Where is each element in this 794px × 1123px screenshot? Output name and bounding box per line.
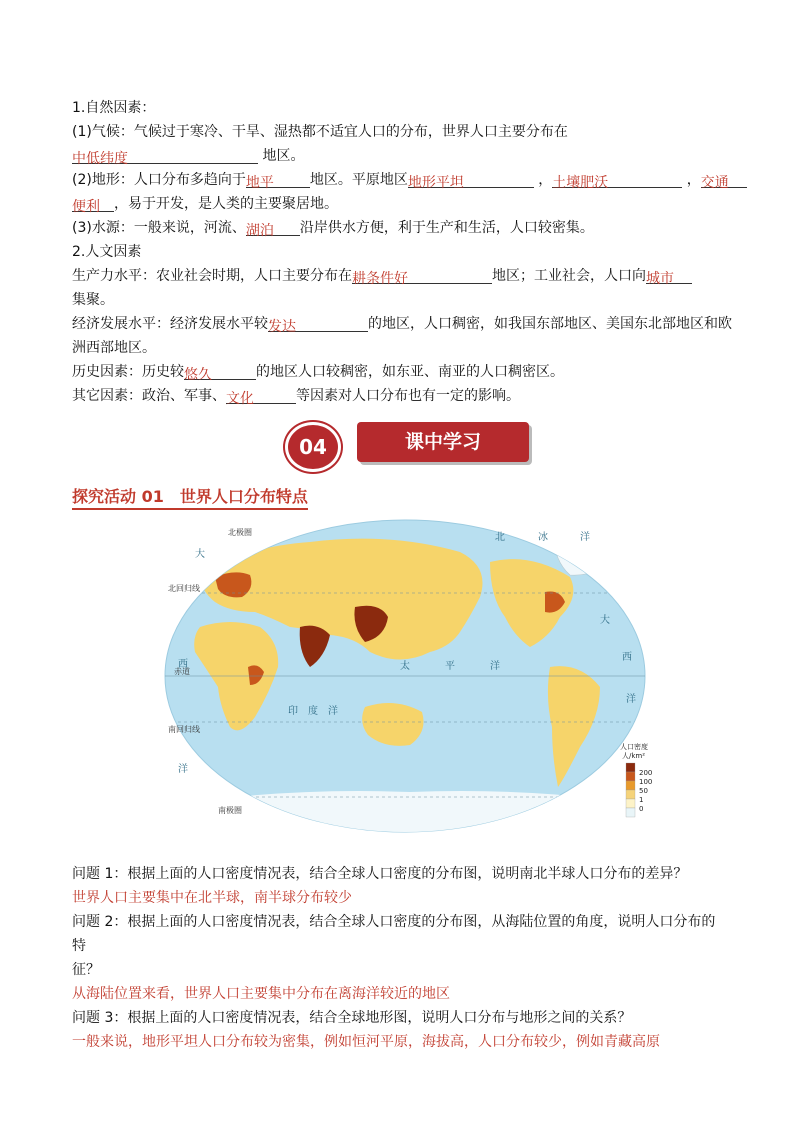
terrain-line: (2)地形：人口分布多趋向于地平 地区。平原地区地形平坦 ，土壤肥沃 ，交通 <box>72 168 724 192</box>
legend-unit: 人/km² <box>622 752 646 760</box>
legend-swatch <box>626 763 635 772</box>
legend-value: 200 <box>639 769 653 777</box>
climate-line: (1)气候：气候过于寒冷、干旱、湿热都不适宜人口的分布，世界人口主要分布在 <box>72 124 568 140</box>
svg-text:洋: 洋 <box>580 532 590 543</box>
label-antarctic-circle: 南极圈 <box>218 806 242 815</box>
section-number-badge: 04 <box>285 422 341 472</box>
legend-value: 0 <box>639 805 644 813</box>
legend-title: 人口密度 <box>620 743 648 751</box>
legend-swatch <box>626 799 635 808</box>
history-line: 历史因素：历史较悠久 的地区人口较稠密，如东亚、南亚的人口稠密区。 <box>72 364 564 383</box>
label-south-tropic: 南回归线 <box>168 725 200 734</box>
map-svg <box>160 517 662 835</box>
qa-section <box>72 862 722 1054</box>
density-legend <box>620 742 652 817</box>
productivity-line: 生产力水平：农业社会时期，人口主要分布在耕条件好 地区；工业社会，人口向城市 <box>72 264 724 288</box>
svg-text:北: 北 <box>495 532 505 543</box>
svg-text:西: 西 <box>622 652 632 663</box>
legend-swatch <box>626 781 635 790</box>
svg-text:印: 印 <box>288 706 298 717</box>
world-population-density-map <box>160 517 662 835</box>
economy-line: 经济发展水平：经济发展水平较发达 的地区，人口稠密，如我国东部地区、美国东北部地区和欧 <box>72 316 732 335</box>
svg-text:大: 大 <box>600 615 610 626</box>
legend-swatch <box>626 772 635 781</box>
section-title-ribbon: 课中学习 <box>357 422 529 462</box>
natural-heading: 1.自然因素： <box>72 100 156 116</box>
legend-value: 50 <box>639 787 648 795</box>
greenland <box>554 522 615 575</box>
svg-text:洋: 洋 <box>490 661 500 672</box>
legend-swatch <box>626 808 635 817</box>
label-equator: 赤道 <box>174 667 190 676</box>
svg-text:冰: 冰 <box>538 532 548 543</box>
label-arctic-circle: 北极圈 <box>228 528 252 537</box>
answer-3: 一般来说，地形平坦人口分布较为密集，例如恒河平原，海拔高，人口分布较少，例如青藏高原 <box>72 1034 660 1050</box>
svg-text:洋: 洋 <box>626 694 636 705</box>
answer-2: 从海陆位置来看，世界人口主要集中分布在离海洋较近的地区 <box>72 986 450 1002</box>
question-1: 问题 1：根据上面的人口密度情况表，结合全球人口密度的分布图，说明南北半球人口分布的差异？ <box>72 866 688 882</box>
section-banner <box>285 420 535 468</box>
factors-section <box>72 96 732 408</box>
economy-line-2: 洲西部地区。 <box>72 340 156 356</box>
question-2: 问题 2：根据上面的人口密度情况表，结合全球人口密度的分布图，从海陆位置的角度，说明人口分布的特 <box>72 914 716 954</box>
legend-value: 1 <box>639 796 644 804</box>
svg-text:大: 大 <box>195 549 205 560</box>
svg-text:洋: 洋 <box>328 706 338 717</box>
activity-heading: 探究活动 01 世界人口分布特点 <box>72 484 308 510</box>
other-line: 其它因素：政治、军事、文化 等因素对人口分布也有一定的影响。 <box>72 388 520 407</box>
svg-text:西: 西 <box>178 659 188 670</box>
answer-1: 世界人口主要集中在北半球，南半球分布较少 <box>72 890 352 906</box>
terrain-line-2: 便利 ，易于开发，是人类的主要聚居地。 <box>72 196 338 215</box>
legend-swatch <box>626 790 635 799</box>
climate-answer-line: 中低纬度 地区。 <box>72 148 305 167</box>
svg-text:太: 太 <box>400 661 410 672</box>
svg-text:洋: 洋 <box>178 764 188 775</box>
svg-text:度: 度 <box>308 706 318 717</box>
water-line: (3)水源：一般来说，河流、湖泊 沿岸供水方便，利于生产和生活，人口较密集。 <box>72 220 594 239</box>
svg-text:平: 平 <box>445 661 455 672</box>
question-3: 问题 3：根据上面的人口密度情况表，结合全球地形图，说明人口分布与地形之间的关系？ <box>72 1010 632 1026</box>
legend-value: 100 <box>639 778 653 786</box>
productivity-line-2: 集聚。 <box>72 292 114 308</box>
human-heading: 2.人文因素 <box>72 244 142 260</box>
question-2-cont: 征？ <box>72 962 100 978</box>
label-north-tropic: 北回归线 <box>168 584 200 593</box>
climate-blank: 中低纬度 <box>72 147 258 164</box>
